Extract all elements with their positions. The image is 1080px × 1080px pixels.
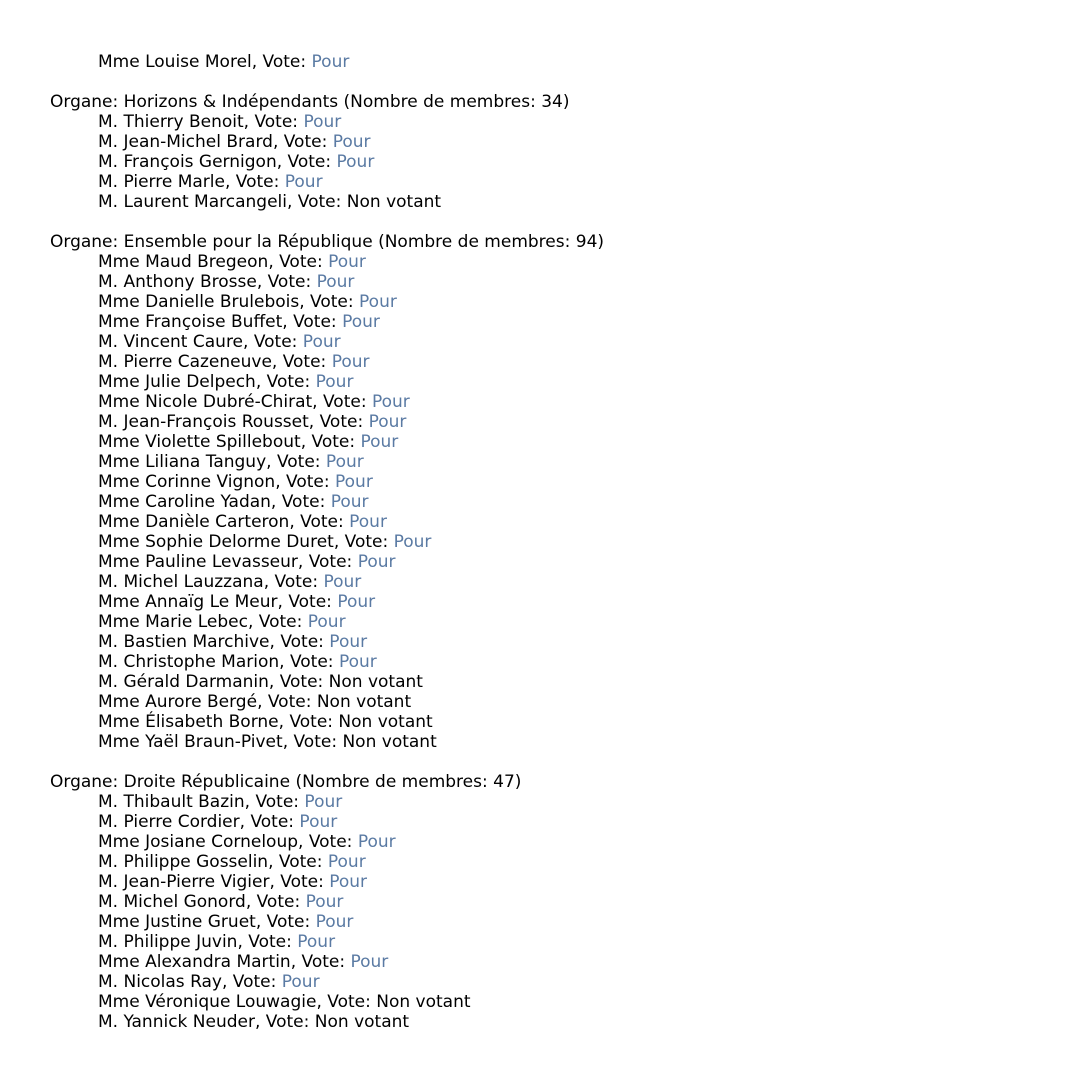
vote-prefix: , Vote: — [333, 532, 394, 552]
member-line — [50, 132, 1080, 152]
vote-value: Pour — [338, 652, 377, 672]
vote-value: Pour — [311, 52, 350, 72]
member-name: Mme Marie Lebec — [98, 612, 248, 632]
vote-prefix: , Vote: — [272, 132, 333, 152]
vote-prefix: , Vote: — [247, 612, 308, 632]
vote-prefix: , Vote: — [255, 372, 316, 392]
vote-value: Pour — [284, 172, 323, 192]
member-line — [50, 532, 1080, 552]
member-name: Mme Josiane Corneloup — [98, 832, 299, 852]
vote-prefix: , Vote: — [299, 292, 360, 312]
member-name: Mme Corinne Vignon — [98, 472, 276, 492]
member-name: Mme Danièle Carteron — [98, 512, 290, 532]
leading-members — [50, 52, 1080, 72]
vote-value: Pour — [304, 792, 343, 812]
member-name: M. Jean-Pierre Vigier — [98, 872, 270, 892]
member-line — [50, 352, 1080, 372]
vote-prefix: , Vote: — [224, 172, 285, 192]
vote-prefix: , Vote: — [277, 592, 338, 612]
organe-header — [50, 232, 1080, 252]
member-line — [50, 712, 1080, 732]
vote-value: Pour — [349, 512, 387, 532]
member-name: Mme Yaël Braun-Pivet — [98, 732, 283, 752]
member-name: M. Michel Gonord — [98, 892, 246, 912]
member-line — [50, 992, 1080, 1012]
vote-value: Pour — [342, 312, 380, 332]
vote-prefix: , Vote: — [245, 892, 306, 912]
member-name: Mme Aurore Bergé — [98, 692, 258, 712]
member-name: M. Gérald Darmanin — [98, 672, 269, 692]
vote-value: Pour — [328, 252, 366, 272]
organe-section — [50, 232, 1080, 752]
members-close: ) — [562, 92, 570, 112]
vote-prefix: , Vote: — [297, 552, 358, 572]
member-line — [50, 372, 1080, 392]
organe-name: Ensemble pour la République — [123, 232, 373, 252]
member-name: Mme Alexandra Martin — [98, 952, 291, 972]
member-line — [50, 852, 1080, 872]
member-name: Mme Justine Gruet — [98, 912, 256, 932]
member-line — [50, 692, 1080, 712]
vote-prefix: , Vote: — [308, 412, 369, 432]
member-name: M. Jean-François Rousset — [98, 412, 309, 432]
member-line — [50, 652, 1080, 672]
member-line — [50, 732, 1080, 752]
vote-value: Pour — [307, 612, 346, 632]
vote-prefix: , Vote: — [278, 712, 339, 732]
vote-value: Pour — [368, 412, 407, 432]
members-open: (Nombre de membres: — [338, 92, 542, 112]
vote-value: Pour — [329, 632, 368, 652]
member-line — [50, 432, 1080, 452]
vote-value: Pour — [299, 812, 338, 832]
vote-value: Pour — [305, 892, 344, 912]
member-line — [50, 632, 1080, 652]
organe-header — [50, 772, 1080, 792]
member-count: 94 — [575, 232, 598, 252]
member-line — [50, 972, 1080, 992]
vote-prefix: , Vote: — [268, 852, 328, 872]
vote-prefix: , Vote: — [270, 492, 331, 512]
organe-prefix: Organe: — [50, 232, 124, 252]
members-open: (Nombre de membres: — [290, 772, 494, 792]
vote-value: Pour — [330, 492, 369, 512]
organe-header — [50, 92, 1080, 112]
vote-value: Pour — [359, 292, 397, 312]
vote-prefix: , Vote: — [282, 732, 343, 752]
vote-value: Pour — [337, 592, 376, 612]
vote-value: Pour — [360, 432, 399, 452]
vote-value: Non votant — [328, 672, 423, 692]
member-name: Mme Caroline Yadan — [98, 492, 271, 512]
vote-prefix: , Vote: — [263, 572, 324, 592]
vote-prefix: , Vote: — [271, 352, 332, 372]
organe-prefix: Organe: — [50, 772, 124, 792]
vote-value: Pour — [327, 852, 366, 872]
vote-value: Non votant — [346, 192, 442, 212]
member-line — [50, 872, 1080, 892]
member-line — [50, 612, 1080, 632]
vote-value: Pour — [329, 872, 368, 892]
member-line — [50, 512, 1080, 532]
member-line — [50, 832, 1080, 852]
vote-prefix: , Vote: — [257, 692, 317, 712]
vote-prefix: , Vote: — [221, 972, 282, 992]
member-name: Mme Véronique Louwagie — [98, 992, 317, 1012]
member-name: M. Pierre Marle — [98, 172, 225, 192]
member-name: M. Bastien Marchive — [98, 632, 270, 652]
member-name: M. Yannick Neuder — [98, 1012, 255, 1032]
member-line — [50, 312, 1080, 332]
member-line — [50, 812, 1080, 832]
member-line — [50, 112, 1080, 132]
vote-prefix: , Vote: — [255, 1012, 315, 1032]
vote-prefix: , Vote: — [312, 392, 372, 412]
member-name: M. Vincent Caure — [98, 332, 244, 352]
vote-value: Pour — [315, 372, 354, 392]
member-line — [50, 492, 1080, 512]
vote-value: Non votant — [316, 692, 412, 712]
member-line — [50, 952, 1080, 972]
group-list — [50, 72, 1080, 1032]
member-name: M. Philippe Gosselin — [98, 852, 269, 872]
member-line — [50, 332, 1080, 352]
organe-name: Horizons & Indépendants — [123, 92, 339, 112]
member-line — [50, 672, 1080, 692]
member-name: Mme Sophie Delorme Duret — [98, 532, 334, 552]
member-line — [50, 572, 1080, 592]
vote-prefix: , Vote: — [243, 112, 304, 132]
vote-prefix: , Vote: — [316, 992, 377, 1012]
vote-value: Pour — [350, 952, 389, 972]
vote-value: Pour — [297, 932, 336, 952]
vote-value: Pour — [371, 392, 410, 412]
member-name: Mme Danielle Brulebois — [98, 292, 300, 312]
member-name: M. Michel Lauzzana — [98, 572, 264, 592]
vote-prefix: , Vote: — [255, 912, 316, 932]
member-name: Mme Louise Morel — [98, 52, 252, 72]
vote-prefix: , Vote: — [300, 432, 361, 452]
vote-value: Pour — [357, 832, 396, 852]
vote-prefix: , Vote: — [268, 252, 329, 272]
member-line — [50, 932, 1080, 952]
member-count: 34 — [541, 92, 563, 112]
member-line — [50, 292, 1080, 312]
vote-value: Pour — [332, 132, 371, 152]
member-line — [50, 52, 1080, 72]
vote-value: Pour — [325, 452, 364, 472]
vote-prefix: , Vote: — [276, 152, 337, 172]
vote-prefix: , Vote: — [266, 452, 326, 472]
members-close: ) — [514, 772, 522, 792]
vote-prefix: , Vote: — [239, 812, 300, 832]
vote-value: Pour — [303, 112, 342, 132]
member-line — [50, 552, 1080, 572]
member-name: Mme Annaïg Le Meur — [98, 592, 278, 612]
member-line — [50, 392, 1080, 412]
member-line — [50, 152, 1080, 172]
vote-prefix: , Vote: — [269, 632, 330, 652]
vote-prefix: , Vote: — [290, 952, 351, 972]
member-name: M. François Gernigon — [98, 152, 277, 172]
member-line — [50, 252, 1080, 272]
vote-prefix: , Vote: — [268, 672, 329, 692]
vote-value: Pour — [323, 572, 362, 592]
vote-prefix: , Vote: — [237, 932, 298, 952]
vote-prefix: , Vote: — [289, 512, 350, 532]
vote-prefix: , Vote: — [269, 872, 330, 892]
member-line — [50, 1012, 1080, 1032]
organe-name: Droite Républicaine — [123, 772, 291, 792]
member-name: Mme Julie Delpech — [98, 372, 256, 392]
member-name: M. Thierry Benoit — [98, 112, 244, 132]
members-open: (Nombre de membres: — [372, 232, 576, 252]
member-count: 47 — [493, 772, 515, 792]
vote-prefix: , Vote: — [244, 792, 305, 812]
member-line — [50, 172, 1080, 192]
member-line — [50, 272, 1080, 292]
vote-prefix: , Vote: — [298, 832, 358, 852]
vote-prefix: , Vote: — [275, 472, 335, 492]
vote-prefix: , Vote: — [287, 192, 347, 212]
member-line — [50, 792, 1080, 812]
vote-value: Pour — [393, 532, 432, 552]
member-name: Mme Élisabeth Borne — [98, 712, 279, 732]
member-name: Mme Maud Bregeon — [98, 252, 269, 272]
member-name: M. Thibault Bazin — [98, 792, 245, 812]
organe-section — [50, 772, 1080, 1032]
member-name: M. Pierre Cazeneuve — [98, 352, 272, 372]
vote-value: Non votant — [314, 1012, 410, 1032]
vote-prefix: , Vote: — [243, 332, 303, 352]
member-line — [50, 192, 1080, 212]
vote-value: Pour — [316, 272, 355, 292]
member-name: M. Pierre Cordier — [98, 812, 240, 832]
vote-value: Non votant — [342, 732, 437, 752]
vote-value: Pour — [357, 552, 396, 572]
organe-prefix: Organe: — [50, 92, 124, 112]
member-line — [50, 452, 1080, 472]
member-name: Mme Nicole Dubré-Chirat — [98, 392, 313, 412]
vote-prefix: , Vote: — [251, 52, 312, 72]
member-name: Mme Violette Spillebout — [98, 432, 301, 452]
vote-prefix: , Vote: — [256, 272, 317, 292]
member-line — [50, 412, 1080, 432]
member-name: Mme Françoise Buffet — [98, 312, 283, 332]
member-name: Mme Pauline Levasseur — [98, 552, 298, 572]
member-name: Mme Liliana Tanguy — [98, 452, 267, 472]
group-spacer — [50, 72, 1080, 92]
vote-value: Pour — [331, 352, 370, 372]
member-line — [50, 472, 1080, 492]
vote-value: Pour — [281, 972, 320, 992]
group-spacer — [50, 752, 1080, 772]
member-name: M. Jean-Michel Brard — [98, 132, 273, 152]
member-name: M. Anthony Brosse — [98, 272, 257, 292]
member-line — [50, 592, 1080, 612]
vote-value: Non votant — [338, 712, 433, 732]
vote-value: Pour — [315, 912, 354, 932]
vote-value: Pour — [302, 332, 341, 352]
group-spacer — [50, 212, 1080, 232]
member-name: M. Laurent Marcangeli — [98, 192, 287, 212]
vote-prefix: , Vote: — [279, 652, 339, 672]
vote-value: Pour — [336, 152, 375, 172]
member-line — [50, 892, 1080, 912]
vote-prefix: , Vote: — [282, 312, 343, 332]
member-name: M. Christophe Marion — [98, 652, 280, 672]
member-name: M. Philippe Juvin — [98, 932, 238, 952]
vote-value: Non votant — [376, 992, 471, 1012]
vote-list-document — [50, 52, 1080, 1032]
organe-section — [50, 92, 1080, 212]
member-name: M. Nicolas Ray — [98, 972, 222, 992]
members-close: ) — [597, 232, 605, 252]
vote-value: Pour — [335, 472, 373, 492]
member-line — [50, 912, 1080, 932]
